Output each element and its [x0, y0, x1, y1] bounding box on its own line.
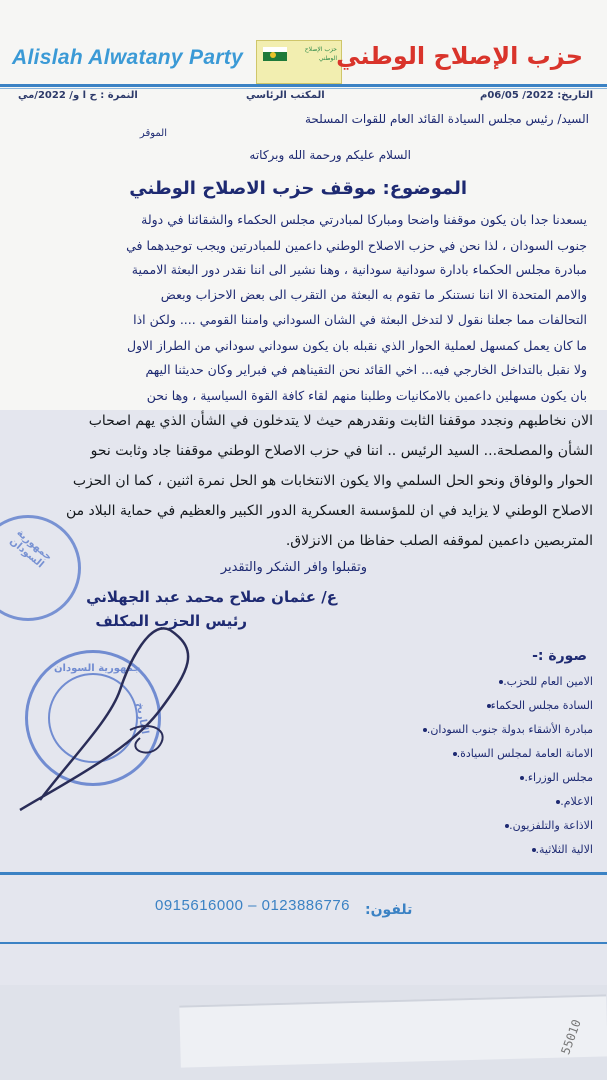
body-line: التحالفات مما جعلنا نقول لا لتدخل البعثة في الشان السوداني وامننا القومي .... ولكن اذا	[133, 312, 587, 327]
body-line: ولا نقبل بالتداخل الخارجي فيه... اخي القائد نحن التقيناهم في فبراير وكان حديثنا اليهم	[145, 362, 587, 377]
stamp-date-label: التاريخ	[133, 701, 151, 736]
body-line: الاصلاح الوطني لا يزايد في ان للمؤسسة العسكرية الدور الكبير والعظيم في حماية البلاد من	[65, 503, 593, 519]
copy-recipient: الالية الثلاثية.	[524, 843, 593, 856]
header-divider-thin	[0, 88, 607, 89]
body-line: يسعدنا جدا بان يكون موقفنا واضحا ومباركا لمبادرتي مجلس الحكماء والشقائنا في دولة	[141, 212, 587, 227]
signatory-title: رئيس الحزب المكلف	[95, 612, 247, 630]
body-line: الشأن والمصلحة... السيد الرئيس .. اننا في حزب الاصلاح الوطني موقفنا جاد وثابت نحو	[90, 443, 593, 459]
logo-text: حزب الإصلاح الوطني	[304, 46, 337, 62]
copies-heading: صورة :-	[532, 648, 587, 664]
subject-line: الموضوع: موقف حزب الاصلاح الوطني	[129, 178, 467, 199]
body-line: جنوب السودان ، لذا نحن في حزب الاصلاح الوطني داعمين للمبادرتين ويجب توحيدهما في	[126, 238, 587, 253]
addressee-suffix: الموقر	[139, 128, 167, 139]
party-name-english: Alislah Alwatany Party	[12, 46, 244, 69]
stamp-top-text: جمهورية السودان	[7, 527, 54, 571]
copy-recipient: الاذاعة والتلفزيون.	[497, 819, 593, 832]
body-line: الحوار والوفاق ونحو الحل السلمي والا يكون الانتخابات هو الحل نمرة اثنين ، كما ان الحزب	[72, 473, 593, 489]
addressee: السيد/ رئيس مجلس السيادة القائد العام للقوات المسلحة	[305, 112, 589, 126]
phone-label: تلفون:	[365, 902, 413, 918]
copy-recipient: الامين العام للحزب.	[491, 675, 593, 688]
date-field: التاريخ: 2022/ 06/05م	[479, 90, 593, 101]
body-line: مبادرة مجلس الحكماء بادارة سودانية سودانية ، وهنا نشير الى اننا نقدر دور البعثة الاممية	[131, 262, 587, 277]
phone-numbers: 0915616000 – 0123886776	[155, 897, 351, 914]
body-line: المتربصين داعمين لموقفه الصلب حفاظا من الانزلاق.	[285, 533, 593, 549]
office-label: المكتب الرئاسي	[246, 90, 325, 101]
body-line: والامم المتحدة الا اننا نستنكر ما تقوم به البعثة من التقرب الى بعض الاحزاب وبعض	[160, 287, 587, 302]
body-line: بان يكون مسهلين داعمين بالامكانيات وطلبنا منهم لقاء كافة القوة السياسية ، وها نحن	[146, 388, 587, 403]
party-name-arabic: حزب الإصلاح الوطني	[336, 42, 583, 70]
signature-scribble	[10, 610, 210, 820]
greeting: السلام عليكم ورحمة الله وبركاته	[249, 148, 411, 162]
footer-divider-bottom	[0, 942, 607, 944]
reference-number: النمرة : ح ا و/ 2022/مي	[18, 90, 138, 101]
copy-recipient: مجلس الوزراء.	[512, 771, 593, 784]
copy-recipient: الاعلام.	[548, 795, 593, 808]
letterhead	[0, 40, 607, 80]
stamp-bottom-text: جمهورية السودان	[54, 663, 141, 674]
closing-line: وتقبلوا وافر الشكر والتقدير	[220, 560, 367, 575]
copy-recipient: السادة مجلس الحكماء	[479, 699, 593, 712]
underlying-paper	[179, 994, 607, 1067]
underlying-paper-number: 55010	[558, 1017, 584, 1057]
footer-divider	[0, 872, 607, 875]
body-line: الان نخاطبهم ونجدد موقفنا الثابت ونقدرهم حيث لا يتدخلون في الشأن الذي يهم اصحاب	[88, 413, 593, 429]
signatory-name: ع/ عثمان صلاح محمد عبد الجهلاني	[86, 588, 337, 606]
body-line: ما كان يعمل كمسهل لعملية الحوار الذي نقبله بان يكون سوداني سوداني من الطراز الاول	[127, 338, 587, 353]
copy-recipient: الامانة العامة لمجلس السيادة.	[445, 747, 593, 760]
party-logo	[256, 40, 342, 84]
header-divider	[0, 84, 607, 87]
flag-icon	[263, 47, 287, 61]
copy-recipient: مبادرة الأشقاء بدولة جنوب السودان.	[415, 723, 593, 736]
